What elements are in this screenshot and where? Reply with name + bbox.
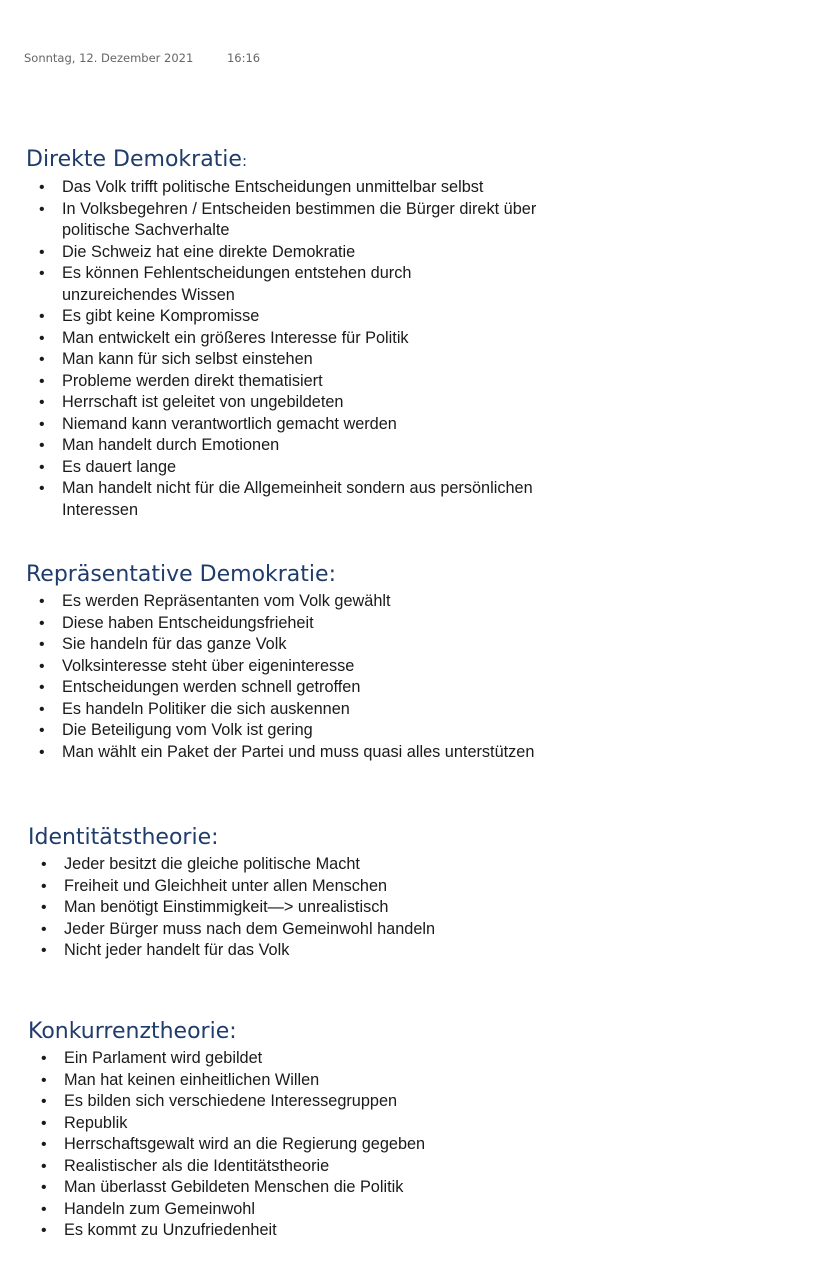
bullet-icon: • [39, 722, 45, 739]
list-item: • Jeder Bürger muss nach dem Gemeinwohl handeln [28, 919, 604, 941]
bullet-icon: • [39, 679, 45, 696]
bullet-icon: • [39, 593, 45, 610]
bullet-icon: • [39, 437, 45, 454]
list-item: • Entscheidungen werden schnell getroffen [26, 677, 602, 699]
bullet-icon: • [41, 856, 47, 873]
section-heading: Direkte Demokratie: [26, 147, 248, 172]
bullet-icon: • [39, 394, 45, 411]
bullet-icon: • [39, 372, 45, 390]
bullet-icon: • [41, 877, 47, 895]
list-item: • Es kommt zu Unzufriedenheit [28, 1220, 604, 1242]
list-item: • Man entwickelt ein größeres Interesse für Politik [26, 328, 602, 350]
list-item: • Man handelt nicht für die Allgemeinheit sondern aus persönlichen Interessen [39, 479, 533, 519]
list-item: • Die Schweiz hat eine direkte Demokratie [26, 242, 602, 264]
bullet-icon: • [39, 200, 45, 218]
bullet-icon: • [41, 1136, 47, 1153]
bullet-icon: • [41, 1050, 47, 1067]
list-item: • Die Beteiligung vom Volk ist gering [26, 720, 602, 742]
section-heading: Identitätstheorie: [28, 825, 219, 850]
list-item: • Republik [28, 1113, 604, 1135]
bullet-icon: • [39, 657, 45, 675]
bullet-icon: • [41, 1157, 47, 1175]
list-item: • Man benötigt Einstimmigkeit—> unrealistisch [28, 897, 604, 919]
bullet-icon: • [39, 351, 45, 368]
note-date: Sonntag, 12. Dezember 2021 [24, 51, 194, 65]
bullet-list [26, 591, 786, 763]
list-item: • Man überlasst Gebildeten Menschen die Politik [28, 1177, 604, 1199]
section-repraesentative-demokratie [26, 562, 786, 763]
bullet-list [28, 854, 788, 962]
note-timestamp [24, 51, 260, 65]
list-item: • Freiheit und Gleichheit unter allen Menschen [28, 876, 604, 898]
bullet-icon: • [39, 243, 45, 261]
list-item: • Es handeln Politiker die sich auskennen [26, 699, 602, 721]
list-item: • Probleme werden direkt thematisiert [26, 371, 602, 393]
bullet-icon: • [41, 899, 47, 916]
list-item: • Diese haben Entscheidungsfrieheit [26, 613, 602, 635]
bullet-icon: • [39, 458, 45, 476]
bullet-icon: • [39, 179, 45, 196]
list-item: • Herrschaftsgewalt wird an die Regierung gegeben [28, 1134, 604, 1156]
bullet-icon: • [41, 942, 47, 959]
section-identitaetstheorie [28, 825, 788, 962]
bullet-icon: • [39, 743, 45, 761]
list-item: • Sie handeln für das ganze Volk [26, 634, 602, 656]
list-item: • Handeln zum Gemeinwohl [28, 1199, 604, 1221]
list-item: • Man wählt ein Paket der Partei und muss quasi alles unterstützen [26, 742, 552, 764]
bullet-icon: • [39, 415, 45, 433]
bullet-icon: • [41, 1114, 47, 1132]
list-item: • Realistischer als die Identitätstheorie [28, 1156, 604, 1178]
list-item: • Das Volk trifft politische Entscheidungen unmittelbar selbst [26, 177, 602, 199]
bullet-icon: • [39, 636, 45, 653]
bullet-icon: • [41, 1071, 47, 1089]
note-time: 16:16 [226, 51, 261, 65]
bullet-icon: • [39, 265, 45, 282]
list-item: • Es dauert lange [26, 457, 602, 479]
list-item: • In Volksbegehren / Entscheiden bestimmen die Bürger direkt über politische Sachverhalte [39, 199, 537, 239]
list-item: • Es gibt keine Kompromisse [26, 306, 602, 328]
bullet-icon: • [39, 480, 45, 497]
list-item: • Nicht jeder handelt für das Volk [28, 940, 604, 962]
bullet-icon: • [39, 700, 45, 718]
section-heading: Repräsentative Demokratie: [26, 562, 336, 587]
list-item: • Es werden Repräsentanten vom Volk gewählt [26, 591, 602, 613]
bullet-icon: • [39, 614, 45, 632]
list-item: • Niemand kann verantwortlich gemacht werden [26, 414, 602, 436]
list-item: • Jeder besitzt die gleiche politische Macht [28, 854, 604, 876]
bullet-icon: • [39, 308, 45, 325]
list-item: • Es können Fehlentscheidungen entstehen durch unzureichendes Wissen [39, 264, 412, 304]
bullet-icon: • [41, 1093, 47, 1110]
bullet-icon: • [41, 920, 47, 938]
bullet-icon: • [41, 1200, 47, 1218]
section-direkte-demokratie [26, 147, 786, 521]
list-item: • Man kann für sich selbst einstehen [26, 349, 602, 371]
bullet-icon: • [39, 329, 45, 347]
list-item: • Man hat keinen einheitlichen Willen [28, 1070, 604, 1092]
bullet-list [26, 177, 786, 521]
bullet-list [28, 1048, 788, 1242]
list-item: • Es bilden sich verschiedene Interessegruppen [28, 1091, 604, 1113]
bullet-icon: • [41, 1222, 47, 1239]
section-heading: Konkurrenztheorie: [28, 1019, 237, 1044]
list-item: • Man handelt durch Emotionen [26, 435, 602, 457]
list-item: • Herrschaft ist geleitet von ungebildeten [26, 392, 602, 414]
list-item: • Ein Parlament wird gebildet [28, 1048, 604, 1070]
section-konkurrenztheorie [28, 1019, 788, 1242]
bullet-icon: • [41, 1179, 47, 1196]
list-item: • Volksinteresse steht über eigeninteresse [26, 656, 602, 678]
